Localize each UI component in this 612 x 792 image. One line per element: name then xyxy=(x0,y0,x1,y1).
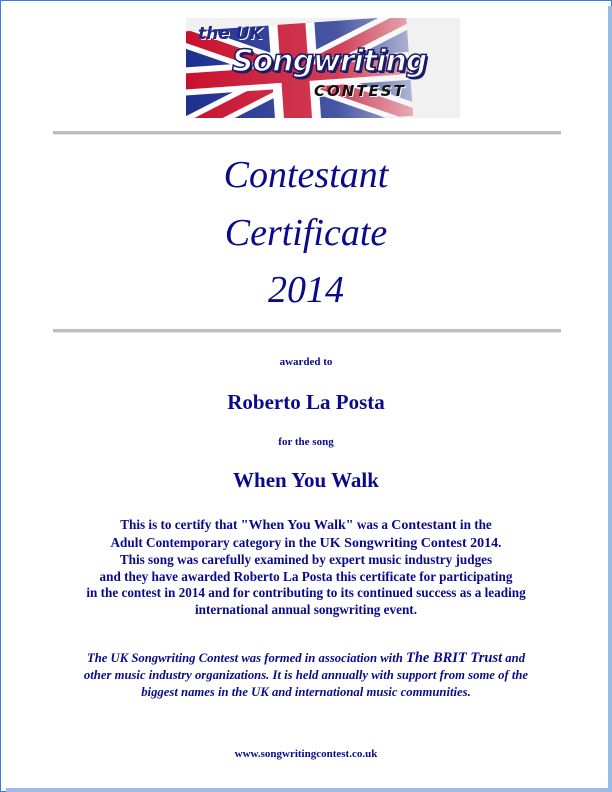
certification-text-part: . xyxy=(498,534,502,550)
about-text-part: and xyxy=(502,651,526,665)
website-url: www.songwritingcontest.co.uk xyxy=(234,748,378,760)
certification-text-part: was a xyxy=(353,517,392,532)
certification-text xyxy=(40,517,572,618)
certification-line-1 xyxy=(40,517,572,535)
certification-line-3: This song was carefully examined by expert music industry judges xyxy=(119,552,493,567)
border-shadow-bottom xyxy=(6,788,612,792)
about-line-1 xyxy=(40,650,572,667)
contest-name: UK Songwriting Contest 2014 xyxy=(319,535,499,551)
song-title: When You Walk xyxy=(233,468,379,492)
certificate-title-line-1: Contestant xyxy=(223,154,389,196)
recipient-name: Roberto La Posta xyxy=(227,390,385,414)
contest-logo xyxy=(186,18,460,118)
certification-line-4: and they have awarded Roberto La Posta this certificate for participating xyxy=(99,568,513,584)
certified-song-title: "When You Walk" xyxy=(240,518,354,533)
brit-trust-name: The BRIT Trust xyxy=(405,650,503,666)
certification-line-2 xyxy=(40,535,572,553)
for-the-song-label: for the song xyxy=(278,436,334,448)
about-line-3: biggest names in the UK and international music communities. xyxy=(141,685,471,699)
bottom-divider xyxy=(53,329,561,333)
certification-text-part: in the xyxy=(456,517,492,532)
logo-text-the-uk: the UK xyxy=(198,24,263,44)
certification-text-part: This is to certify that xyxy=(120,517,241,532)
logo-text-contest: CONTEST xyxy=(314,82,406,100)
contestant-status: Contestant xyxy=(391,518,457,533)
about-contest-text xyxy=(40,650,572,701)
certification-line-6: international annual songwriting event. xyxy=(194,601,417,617)
top-divider xyxy=(53,131,561,135)
about-line-2: other music industry organizations. It is held annually with support from some of the xyxy=(83,668,529,682)
certificate-year: 2014 xyxy=(268,269,344,311)
awarded-to-label: awarded to xyxy=(279,356,333,368)
certification-text-part: Adult Contemporary category in the xyxy=(110,534,320,550)
logo-text-songwriting: Songwriting xyxy=(232,44,427,79)
about-text-part: The UK Songwriting Contest was formed in association with xyxy=(86,651,406,665)
certification-line-5: in the contest in 2014 and for contributing to its continued success as a leading xyxy=(86,585,526,600)
certificate-title-line-2: Certificate xyxy=(224,212,388,254)
